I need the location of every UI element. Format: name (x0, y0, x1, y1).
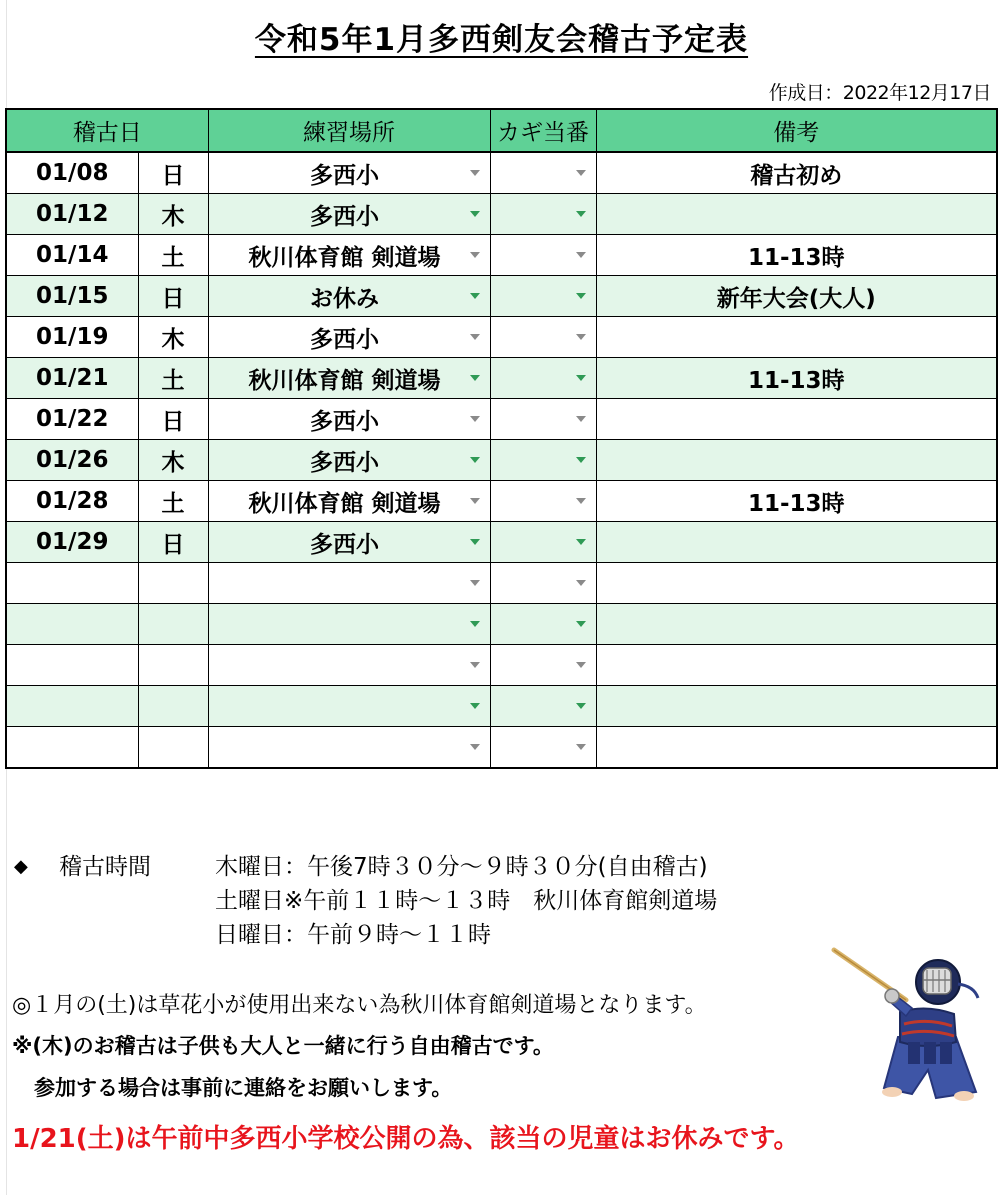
cell-date (6, 604, 138, 645)
cell-key-duty-select[interactable] (490, 235, 596, 276)
cell-date (6, 645, 138, 686)
cell-place-value: 多西小 (310, 203, 379, 230)
cell-date: 01/26 (6, 440, 138, 481)
cell-key-duty-select[interactable] (490, 358, 596, 399)
table-row (6, 194, 997, 235)
cell-note (596, 399, 997, 440)
cell-date: 01/22 (6, 399, 138, 440)
table-row (6, 399, 997, 440)
cell-place-select[interactable] (208, 152, 490, 194)
cell-key-duty-select[interactable] (490, 522, 596, 563)
cell-key-duty-select[interactable] (490, 481, 596, 522)
cell-place-value: 秋川体育館 剣道場 (248, 367, 441, 394)
cell-place-value: 秋川体育館 剣道場 (248, 490, 441, 517)
table-row (6, 686, 997, 727)
cell-key-duty-select[interactable] (490, 317, 596, 358)
kendo-player-illustration (828, 942, 988, 1102)
cell-place-value: 秋川体育館 剣道場 (248, 244, 441, 271)
dropdown-arrow-icon[interactable] (576, 170, 586, 176)
cell-place-select[interactable] (208, 317, 490, 358)
cell-place-select[interactable] (208, 276, 490, 317)
table-row (6, 152, 997, 194)
cell-weekday: 日 (138, 522, 208, 563)
cell-place-value: お休み (310, 285, 379, 312)
dropdown-arrow-icon[interactable] (470, 416, 480, 422)
cell-weekday: 土 (138, 481, 208, 522)
dropdown-arrow-icon[interactable] (470, 211, 480, 217)
note-thursday: ※(木)のお稽古は子供も大人と一緒に行う自由稽古です。 (12, 1034, 554, 1058)
cell-place-value: 多西小 (310, 449, 379, 476)
dropdown-arrow-icon[interactable] (470, 621, 480, 627)
cell-note (596, 317, 997, 358)
cell-note: 稽古初め (596, 152, 997, 194)
dropdown-arrow-icon[interactable] (576, 539, 586, 545)
header-key-duty: カギ当番 (490, 109, 596, 152)
cell-weekday: 土 (138, 235, 208, 276)
page-title: 令和5年1月多西剣友会稽古予定表 (254, 22, 749, 58)
cell-key-duty-select[interactable] (490, 152, 596, 194)
table-row (6, 317, 997, 358)
cell-note: 11-13時 (596, 481, 997, 522)
cell-note (596, 522, 997, 563)
cell-place-select[interactable] (208, 604, 490, 645)
practice-thursday: 木曜日：午後7時３０分～９時３０分(自由稽古) (215, 854, 708, 880)
dropdown-arrow-icon[interactable] (576, 252, 586, 258)
created-date: 作成日：2022年12月17日 (768, 82, 991, 104)
cell-date: 01/14 (6, 235, 138, 276)
cell-place-value: 多西小 (310, 408, 379, 435)
dropdown-arrow-icon[interactable] (576, 375, 586, 381)
diamond-bullet-icon: ◆ (14, 856, 28, 877)
cell-place-select[interactable] (208, 235, 490, 276)
dropdown-arrow-icon[interactable] (576, 211, 586, 217)
cell-place-value: 多西小 (310, 326, 379, 353)
cell-key-duty-select[interactable] (490, 604, 596, 645)
cell-note (596, 604, 997, 645)
cell-place-select[interactable] (208, 645, 490, 686)
cell-weekday: 木 (138, 194, 208, 235)
header-date: 稽古日 (6, 109, 208, 152)
note-venue: ◎１月の(土)は草花小が使用出来ない為秋川体育館剣道場となります。 (12, 993, 707, 1018)
dropdown-arrow-icon[interactable] (470, 334, 480, 340)
dropdown-arrow-icon[interactable] (470, 375, 480, 381)
cell-place-select[interactable] (208, 727, 490, 769)
cell-key-duty-select[interactable] (490, 563, 596, 604)
dropdown-arrow-icon[interactable] (576, 457, 586, 463)
table-row (6, 645, 997, 686)
warning-text: 1/21(土)は午前中多西小学校公開の為、該当の児童はお休みです。 (12, 1124, 800, 1154)
header-notes: 備考 (596, 109, 997, 152)
cell-note (596, 563, 997, 604)
cell-key-duty-select[interactable] (490, 399, 596, 440)
dropdown-arrow-icon[interactable] (470, 580, 480, 586)
table-row (6, 235, 997, 276)
cell-note: 11-13時 (596, 358, 997, 399)
cell-key-duty-select[interactable] (490, 727, 596, 769)
practice-hours-lines (215, 850, 717, 952)
dropdown-arrow-icon[interactable] (470, 457, 480, 463)
dropdown-arrow-icon[interactable] (470, 498, 480, 504)
cell-place-select[interactable] (208, 440, 490, 481)
dropdown-arrow-icon[interactable] (470, 170, 480, 176)
dropdown-arrow-icon[interactable] (470, 703, 480, 709)
dropdown-arrow-icon[interactable] (576, 580, 586, 586)
cell-date: 01/08 (6, 152, 138, 194)
cell-note (596, 645, 997, 686)
cell-date: 01/12 (6, 194, 138, 235)
cell-key-duty-select[interactable] (490, 645, 596, 686)
cell-place-select[interactable] (208, 563, 490, 604)
cell-note (596, 686, 997, 727)
dropdown-arrow-icon[interactable] (470, 744, 480, 750)
cell-date (6, 727, 138, 769)
dropdown-arrow-icon[interactable] (576, 703, 586, 709)
cell-place-select[interactable] (208, 358, 490, 399)
note-contact: 参加する場合は事前に連絡をお願いします。 (34, 1076, 453, 1100)
dropdown-arrow-icon[interactable] (470, 539, 480, 545)
practice-saturday: 土曜日※午前１１時～１３時 秋川体育館剣道場 (215, 888, 718, 914)
schedule-table (5, 108, 998, 769)
cell-place-select[interactable] (208, 522, 490, 563)
cell-weekday (138, 727, 208, 769)
cell-key-duty-select[interactable] (490, 194, 596, 235)
cell-weekday: 日 (138, 152, 208, 194)
dropdown-arrow-icon[interactable] (576, 662, 586, 668)
table-header-row (6, 109, 997, 152)
cell-date: 01/28 (6, 481, 138, 522)
cell-date (6, 686, 138, 727)
cell-place-value: 多西小 (310, 531, 379, 558)
table-row (6, 522, 997, 563)
cell-weekday: 木 (138, 440, 208, 481)
dropdown-arrow-icon[interactable] (576, 621, 586, 627)
cell-note: 新年大会(大人) (596, 276, 997, 317)
cell-weekday: 日 (138, 399, 208, 440)
dropdown-arrow-icon[interactable] (576, 416, 586, 422)
cell-weekday (138, 645, 208, 686)
cell-place-select[interactable] (208, 194, 490, 235)
cell-date: 01/29 (6, 522, 138, 563)
cell-place-select[interactable] (208, 481, 490, 522)
dropdown-arrow-icon[interactable] (470, 252, 480, 258)
dropdown-arrow-icon[interactable] (470, 293, 480, 299)
cell-key-duty-select[interactable] (490, 686, 596, 727)
cell-date: 01/21 (6, 358, 138, 399)
cell-place-select[interactable] (208, 399, 490, 440)
table-row (6, 481, 997, 522)
cell-note: 11-13時 (596, 235, 997, 276)
cell-weekday: 土 (138, 358, 208, 399)
dropdown-arrow-icon[interactable] (576, 334, 586, 340)
cell-weekday (138, 563, 208, 604)
cell-date: 01/19 (6, 317, 138, 358)
dropdown-arrow-icon[interactable] (576, 498, 586, 504)
table-row (6, 440, 997, 481)
notes-block (12, 986, 707, 1110)
cell-weekday (138, 604, 208, 645)
cell-weekday: 木 (138, 317, 208, 358)
cell-key-duty-select[interactable] (490, 276, 596, 317)
table-row (6, 604, 997, 645)
cell-place-value: 多西小 (310, 162, 379, 189)
table-row (6, 727, 997, 769)
cell-date: 01/15 (6, 276, 138, 317)
cell-date (6, 563, 138, 604)
cell-note (596, 440, 997, 481)
cell-weekday: 日 (138, 276, 208, 317)
cell-note (596, 194, 997, 235)
cell-key-duty-select[interactable] (490, 440, 596, 481)
cell-weekday (138, 686, 208, 727)
cell-place-select[interactable] (208, 686, 490, 727)
dropdown-arrow-icon[interactable] (470, 662, 480, 668)
table-row (6, 276, 997, 317)
dropdown-arrow-icon[interactable] (576, 293, 586, 299)
practice-hours-label: 稽古時間 (59, 854, 151, 880)
practice-sunday: 日曜日：午前９時～１１時 (215, 922, 491, 948)
table-row (6, 358, 997, 399)
header-place: 練習場所 (208, 109, 490, 152)
dropdown-arrow-icon[interactable] (576, 744, 586, 750)
table-row (6, 563, 997, 604)
cell-note (596, 727, 997, 769)
